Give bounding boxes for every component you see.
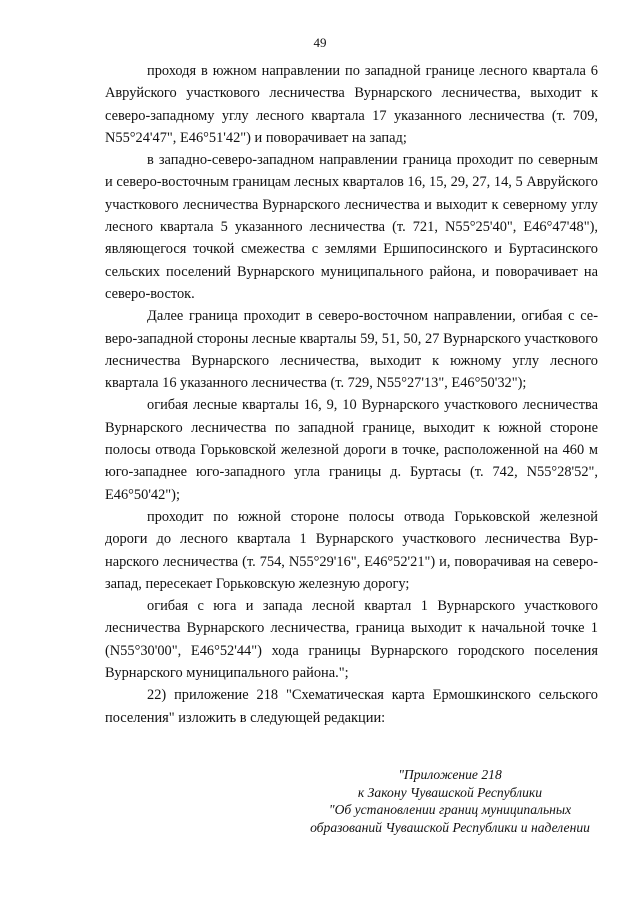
- paragraph: 22) приложение 218 "Схематическая карта Ермошкинского сельского поселения" изложить в следующей редакции:: [105, 687, 598, 726]
- page-number: 49: [313, 35, 327, 50]
- document-body: [105, 60, 598, 729]
- paragraph: Далее граница проходит в северо-восточном направлении, огибая с северо-западной стороны лесные кварталы 59, 51, 50, 27 Вурнарского участкового лесничества Вурнарского лесничества, выходит к южному углу лесного квартала 16 указанного лесничества (т. 729, N55°27'13", E46°50'32");: [105, 308, 598, 392]
- appendix-title: "Приложение 218: [398, 767, 502, 782]
- appendix-header: [285, 766, 615, 836]
- paragraph: огибая лесные кварталы 16, 9, 10 Вурнарского участкового лесничества Вурнарского лесничества по западной границе, выходит к южной стороне полосы отвода Горьковской железной дороги в точке, расположенной на 460 м юго-западнее юго-западного угла границы д. Буртасы (т. 742, N55°28'52", E46°50'42");: [105, 397, 598, 503]
- appendix-law-reference: к Закону Чувашской Республики: [357, 784, 543, 800]
- paragraph: огибая с юга и запада лесной квартал 1 Вурнарского участкового лесничества Вурнарского лесничества, граница выходит к начальной точке 1 (N55°30'00", E46°52'44") хода границы Вурнарского городского поселения Вурнарского муниципального района.";: [105, 598, 598, 682]
- appendix-law-title-continued: образований Чувашской Республики и наделении: [310, 819, 590, 835]
- paragraph: проходя в южном направлении по западной границе лесного квартала 6 Авруйского участкового лесничества Вурнарского лесничества, выходит к северо-западному углу лесного квартала 17 указанного лесничества (т. 709, N55°24'47", E46°51'42") и поворачивает на запад;: [105, 63, 598, 146]
- paragraph: проходит по южной стороне полосы отвода Горьковской железной дороги до лесного квартала 1 Вурнарского участкового лесничества Вурнарского лесничества (т. 754, N55°29'16", E46°52'21") и, поворачивая на северо-запад, пересекает Горьковскую железную дорогу;: [105, 508, 598, 592]
- appendix-law-title: "Об установлении границ муниципальных: [328, 802, 572, 818]
- paragraph: в западно-северо-западном направлении граница проходит по северным и северо-восточным границам лесных кварталов 16, 15, 29, 27, 14, 5 Авруйского участкового лесничества Вурнарского лесничества и выходит к северному углу лесного квартала 5 указанного лесничества (т. 721, N55°25'40", E46°47'48"), являющегося точкой смежества с землями Ершипосинского и Буртасинского сельских поселений Вурнарского муниципального района, и поворачивает на северо-восток.: [105, 152, 598, 302]
